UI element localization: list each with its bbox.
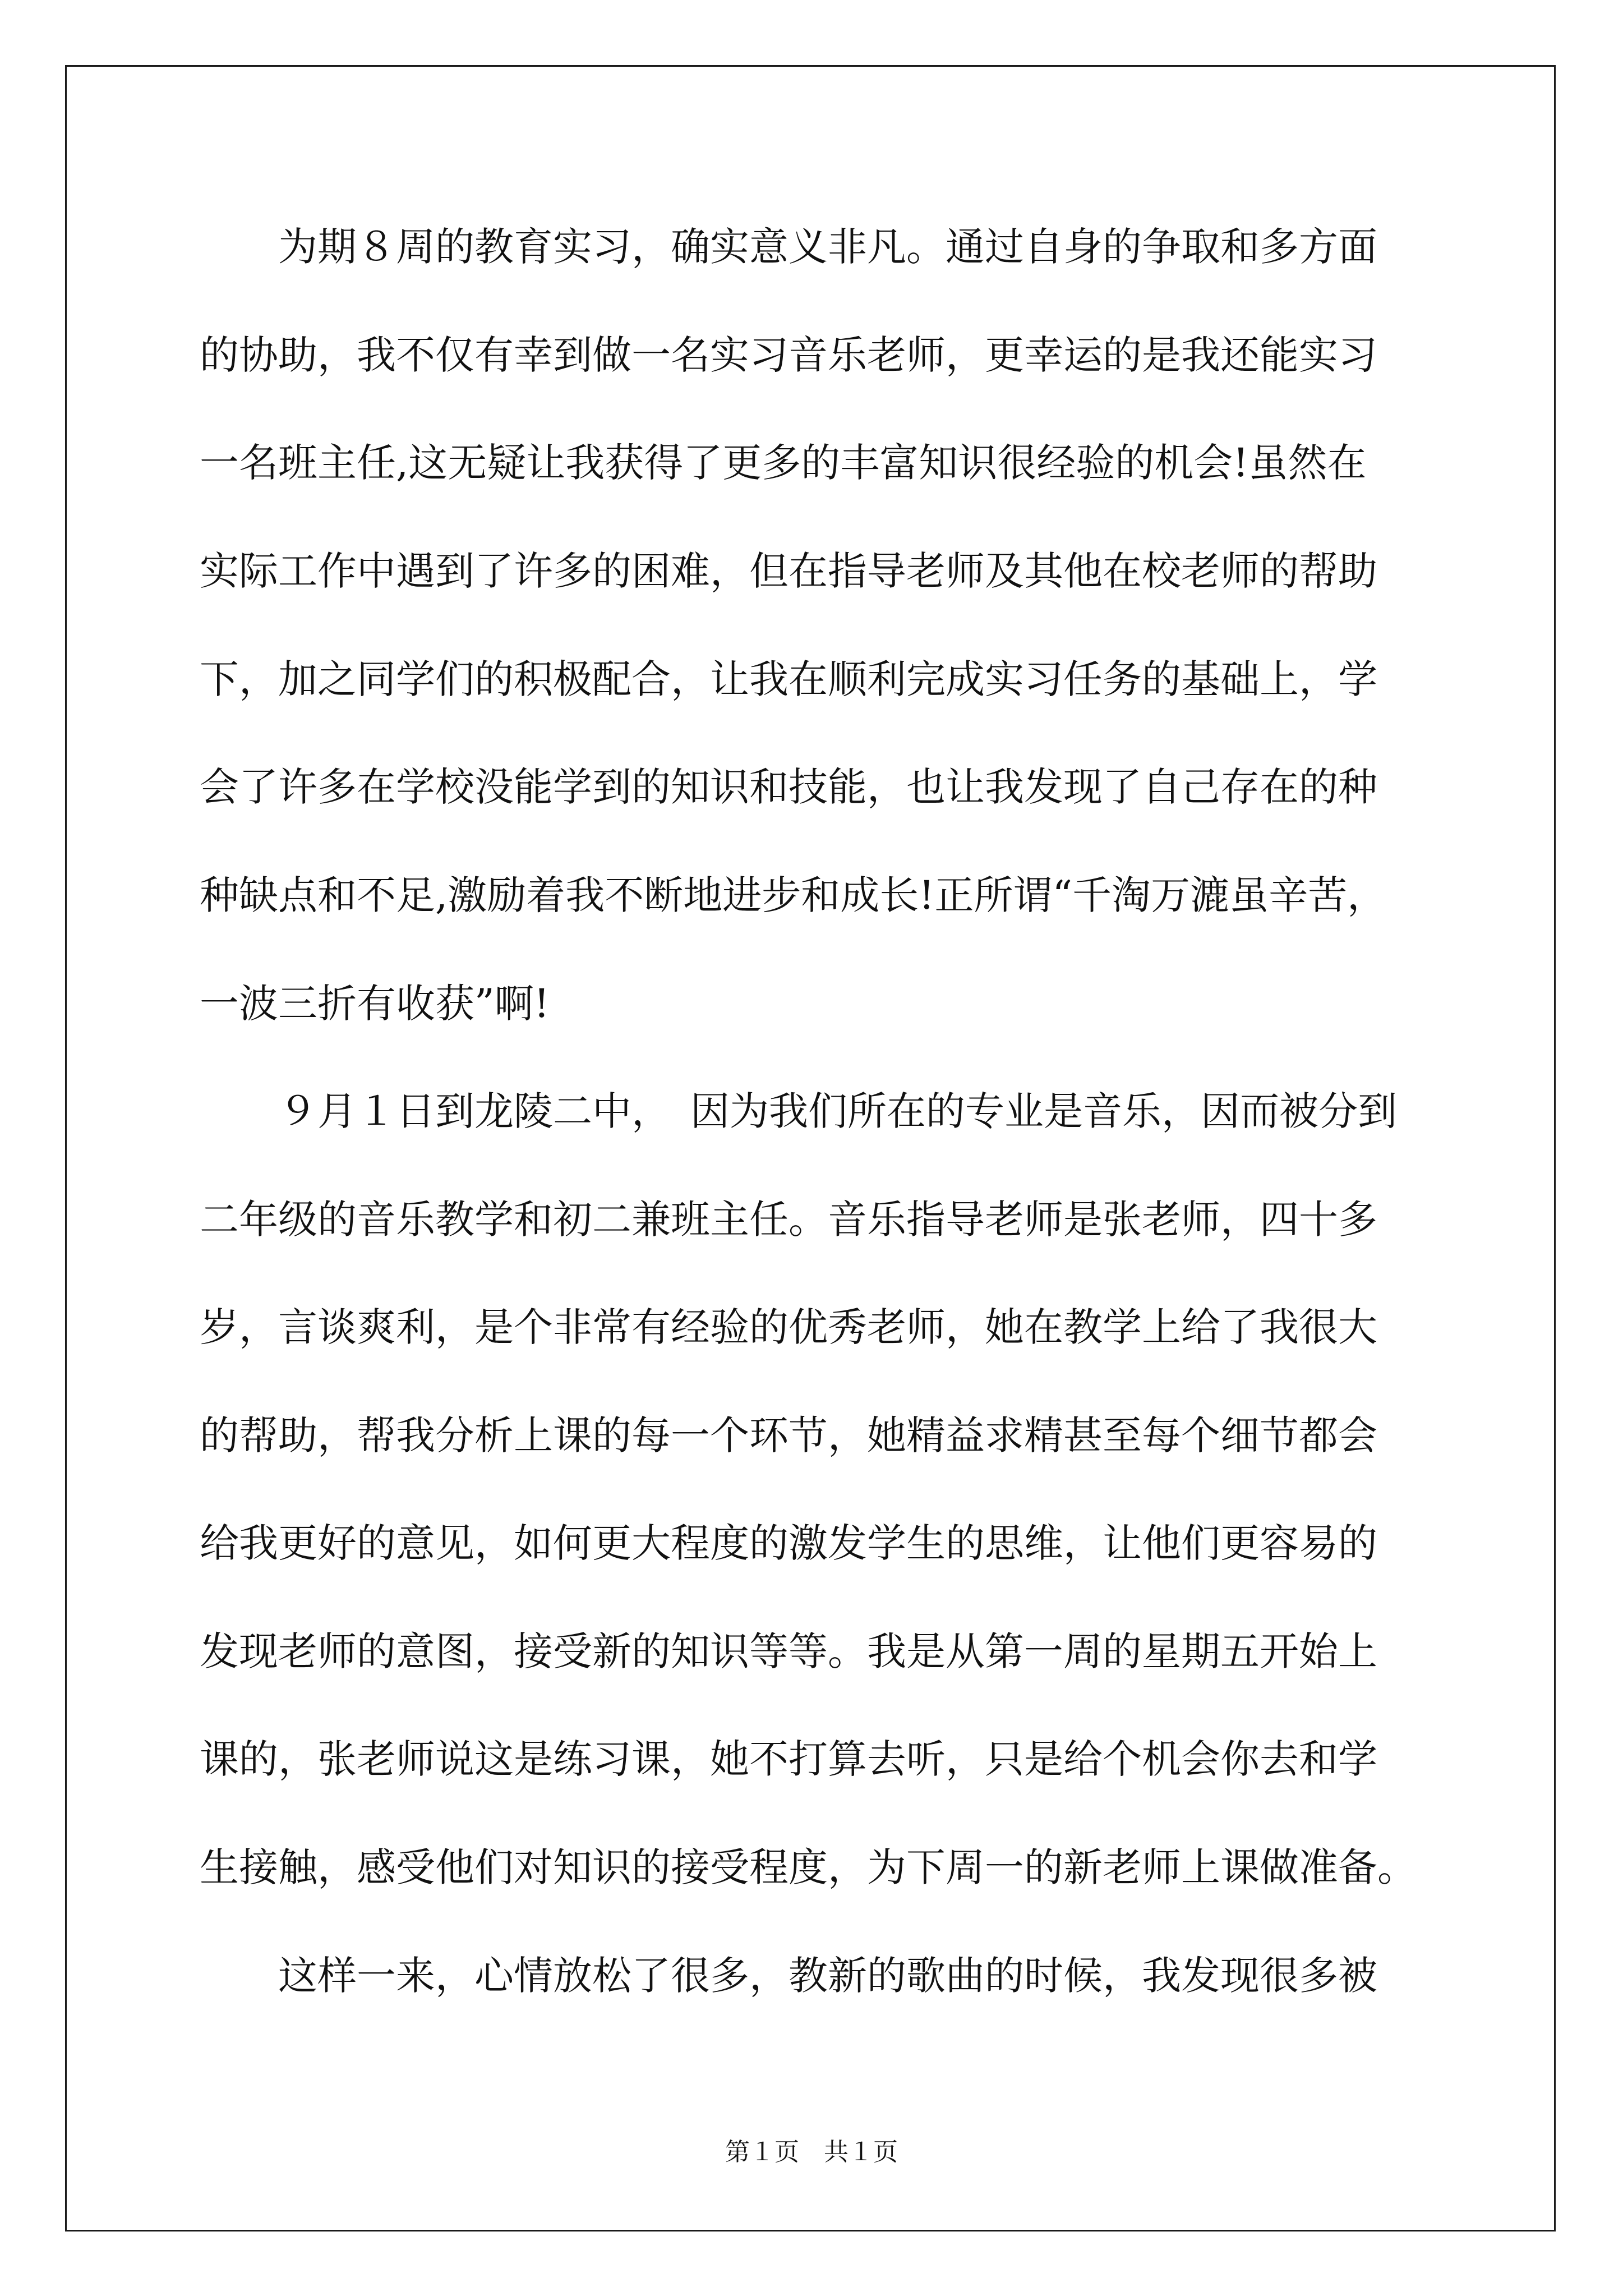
text-line: 下，加之同学们的积极配合，让我在顺利完成实习任务的基础上，学 (200, 656, 1377, 702)
text-line: 二年级的音乐教学和初二兼班主任。音乐指导老师是张老师，四十多 (200, 1197, 1377, 1243)
text-line: 生接触，感受他们对知识的接受程度，为下周一的新老师上课做准备。 (200, 1844, 1417, 1890)
text-line: 种缺点和不足,激励着我不断地进步和成长!正所谓“千淘万漉虽辛苦， (200, 872, 1387, 918)
text-line: ９月１日到龙陵二中， 因为我们所在的专业是音乐，因而被分到 (200, 1088, 1397, 1134)
text-line: 岁，言谈爽利，是个非常有经验的优秀老师，她在教学上给了我很大 (200, 1304, 1377, 1350)
text-line: 的帮助，帮我分析上课的每一个环节，她精益求精甚至每个细节都会 (200, 1412, 1377, 1458)
text-line: 为期８周的教育实习，确实意义非凡。通过自身的争取和多方面 (200, 224, 1377, 270)
text-line: 一波三折有收获”啊! (200, 981, 550, 1027)
text-line: 给我更好的意见，如何更大程度的激发学生的思维，让他们更容易的 (200, 1520, 1377, 1566)
text-line: 实际工作中遇到了许多的困难，但在指导老师及其他在校老师的帮助 (200, 548, 1377, 594)
text-line: 这样一来，心情放松了很多，教新的歌曲的时候，我发现很多被 (200, 1953, 1377, 1999)
text-line: 一名班主任,这无疑让我获得了更多的丰富知识很经验的机会!虽然在 (200, 440, 1367, 486)
text-line: 会了许多在学校没能学到的知识和技能，也让我发现了自己存在的种 (200, 764, 1377, 810)
text-line: 发现老师的意图，接受新的知识等等。我是从第一周的星期五开始上 (200, 1628, 1377, 1674)
page-border (65, 65, 1556, 2231)
page-footer: 第１页 共１页 (725, 2138, 898, 2166)
text-line: 的协助，我不仅有幸到做一名实习音乐老师，更幸运的是我还能实习 (200, 332, 1377, 378)
text-line: 课的，张老师说这是练习课，她不打算去听，只是给个机会你去和学 (200, 1736, 1377, 1782)
